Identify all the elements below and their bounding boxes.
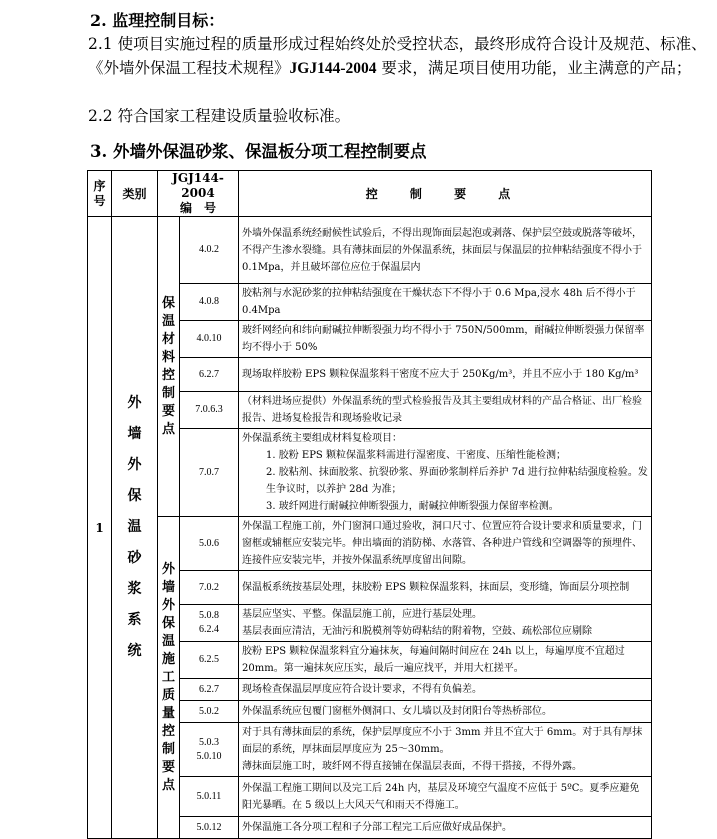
table-header-row bbox=[88, 171, 652, 217]
control-text-cell: 外保温系统应包覆门窗框外侧洞口、女儿墙以及封闭阳台等热桥部位。 bbox=[239, 701, 652, 723]
group-name-cell: 外 墙 外 保 温 施 工 质 量 控 制 要 点 bbox=[158, 517, 180, 839]
code-cell: 5.0.3 5.0.10 bbox=[180, 723, 239, 777]
header-category: 类别 bbox=[112, 171, 158, 217]
standard-code: JGJ144-2004 bbox=[289, 60, 377, 77]
code-cell: 5.0.12 bbox=[180, 817, 239, 839]
control-text-cell: 外保温施工各分项工程和子分部工程完工后应做好成品保护。 bbox=[239, 817, 652, 839]
code-cell: 7.0.7 bbox=[180, 429, 239, 517]
code-cell: 5.0.2 bbox=[180, 701, 239, 723]
table-body bbox=[88, 217, 652, 839]
control-text-cell: 外墙外保温系统经耐候性试验后，不得出现饰面层起泡或剥落、保护层空鼓或脱落等破坏，不得产生渗水裂缝。具有薄抹面层的外保温系统，抹面层与保温层的拉伸粘结强度不得小于 0.1Mpa，并且破坏部位应位于保温层内 bbox=[239, 217, 652, 284]
list-item: 3. 玻纤网进行耐碱拉伸断裂强力，耐碱拉伸断裂强力保留率检测。 bbox=[266, 501, 559, 512]
code-cell: 6.2.7 bbox=[180, 358, 239, 392]
code-cell: 4.0.2 bbox=[180, 217, 239, 284]
section-2-1-paragraph bbox=[88, 32, 708, 81]
control-text-cell: 保温板系统按基层处理，抹胶粉 EPS 颗粒保温浆料，抹面层，变形缝，饰面层分项控制 bbox=[239, 571, 652, 605]
header-seq: 序 号 bbox=[88, 171, 112, 217]
control-text-cell: 玻纤网经向和纬向耐碱拉伸断裂强力均不得小于 750N/500mm，耐碱拉伸断裂强力保留率均不得小于 50% bbox=[239, 321, 652, 358]
code-cell: 7.0.6.3 bbox=[180, 392, 239, 429]
code-cell: 6.2.5 bbox=[180, 642, 239, 679]
control-text-cell: 现场检查保温层厚度应符合设计要求，不得有负偏差。 bbox=[239, 679, 652, 701]
seq-cell: 1 bbox=[88, 217, 112, 839]
control-points-table bbox=[87, 170, 652, 839]
control-text-cell: 胶粉 EPS 颗粒保温浆料宜分遍抹灰，每遍间隔时间应在 24h 以上，每遍厚度不宜超过 20mm。第一遍抹灰应压实，最后一遍应找平，并用大杠搓平。 bbox=[239, 642, 652, 679]
code-cell: 4.0.8 bbox=[180, 284, 239, 321]
code-cell: 6.2.7 bbox=[180, 679, 239, 701]
control-text-cell: 胶粘剂与水泥砂浆的拉伸粘结强度在干燥状态下不得小于 0.6 Mpa,浸水 48h 后不得小于 0.4Mpa bbox=[239, 284, 652, 321]
code-cell: 4.0.10 bbox=[180, 321, 239, 358]
header-code: JGJ144-2004 编 号 bbox=[158, 171, 239, 217]
code-cell: 5.0.11 bbox=[180, 777, 239, 817]
code-cell: 7.0.2 bbox=[180, 571, 239, 605]
section-2-2-paragraph: 2.2 符合国家工程建设质量验收标准。 bbox=[88, 107, 351, 125]
code-cell: 5.0.8 6.2.4 bbox=[180, 605, 239, 642]
control-text-cell: 外保温工程施工前，外门窗洞口通过验收，洞口尺寸、位置应符合设计要求和质量要求，门窗框或辅框应安装完毕。伸出墙面的消防梯、水落管、各种进户管线和空调器等的预埋件、连接件应安装完毕，并按外保温系统厚度留出间隙。 bbox=[239, 517, 652, 571]
control-text-cell: 现场取样胶粉 EPS 颗粒保温浆料干密度不应大于 250Kg/m³，并且不应小于 180 Kg/m³ bbox=[239, 358, 652, 392]
control-text-cell: （材料进场应提供）外保温系统的型式检验报告及其主要组成材料的产品合格证、出厂检验报告、进场复检报告和现场验收记录 bbox=[239, 392, 652, 429]
control-text-cell: 外保温工程施工期间以及完工后 24h 内，基层及环境空气温度不应低于 5ºC。夏季应避免阳光暴晒。在 5 级以上大风天气和雨天不得施工。 bbox=[239, 777, 652, 817]
paragraph-tail: 要求，满足项目使用功能，业主满意的产品； bbox=[376, 59, 692, 77]
group-name-cell: 保 温 材 料 控 制 要 点 bbox=[158, 217, 180, 517]
control-text-cell: 对于具有薄抹面层的系统，保护层厚度应不小于 3mm 并且不宜大于 6mm。对于具有厚抹面层的系统，厚抹面层厚度应为 25～30mm。 薄抹面层施工时，玻纤网不得直接铺在保温层表面，不得干搭接，不得外露。 bbox=[239, 723, 652, 777]
list-item: 1. 胶粉 EPS 颗粒保温浆料需进行湿密度、干密度、压缩性能检测； bbox=[266, 450, 566, 461]
header-control: 控 制 要 点 bbox=[239, 171, 652, 217]
table-row bbox=[88, 217, 652, 284]
control-text-cell: 基层应坚实、平整。保温层施工前，应进行基层处理。 基层表面应清洁，无油污和脱模剂等妨碍粘结的附着物，空鼓、疏松部位应剔除 bbox=[239, 605, 652, 642]
table-row bbox=[88, 517, 652, 571]
paragraph-text: 2.1 使项目实施过程的质量形成过程始终处於受控状态，最终形成符合设计及规范、标准、《外墙外保温工程技术规程》 bbox=[88, 35, 707, 77]
control-text-cell: 外保温系统主要组成材料复检项目： 1. 胶粉 EPS 颗粒保温浆料需进行湿密度、干密度、压缩性能检测； 2. 胶粘剂、抹面胶浆、抗裂砂浆、界面砂浆制样后养护 7d 进行拉伸粘结强度检验。发生争议时，以养护 28d 为准； 3. 玻纤网进行耐碱拉伸断裂强力，耐碱拉伸断裂强力保留率检测。 bbox=[239, 429, 652, 517]
category-cell: 外 墙 外 保 温 砂 浆 系 统 bbox=[112, 217, 158, 839]
section-2-heading: 2. 监理控制目标： bbox=[90, 11, 225, 30]
list-item: 2. 胶粘剂、抹面胶浆、抗裂砂浆、界面砂浆制样后养护 7d 进行拉伸粘结强度检验。发生争议时，以养护 28d 为准； bbox=[266, 467, 648, 495]
section-3-heading: 3. 外墙外保温砂浆、保温板分项工程控制要点 bbox=[90, 142, 427, 161]
code-cell: 5.0.6 bbox=[180, 517, 239, 571]
